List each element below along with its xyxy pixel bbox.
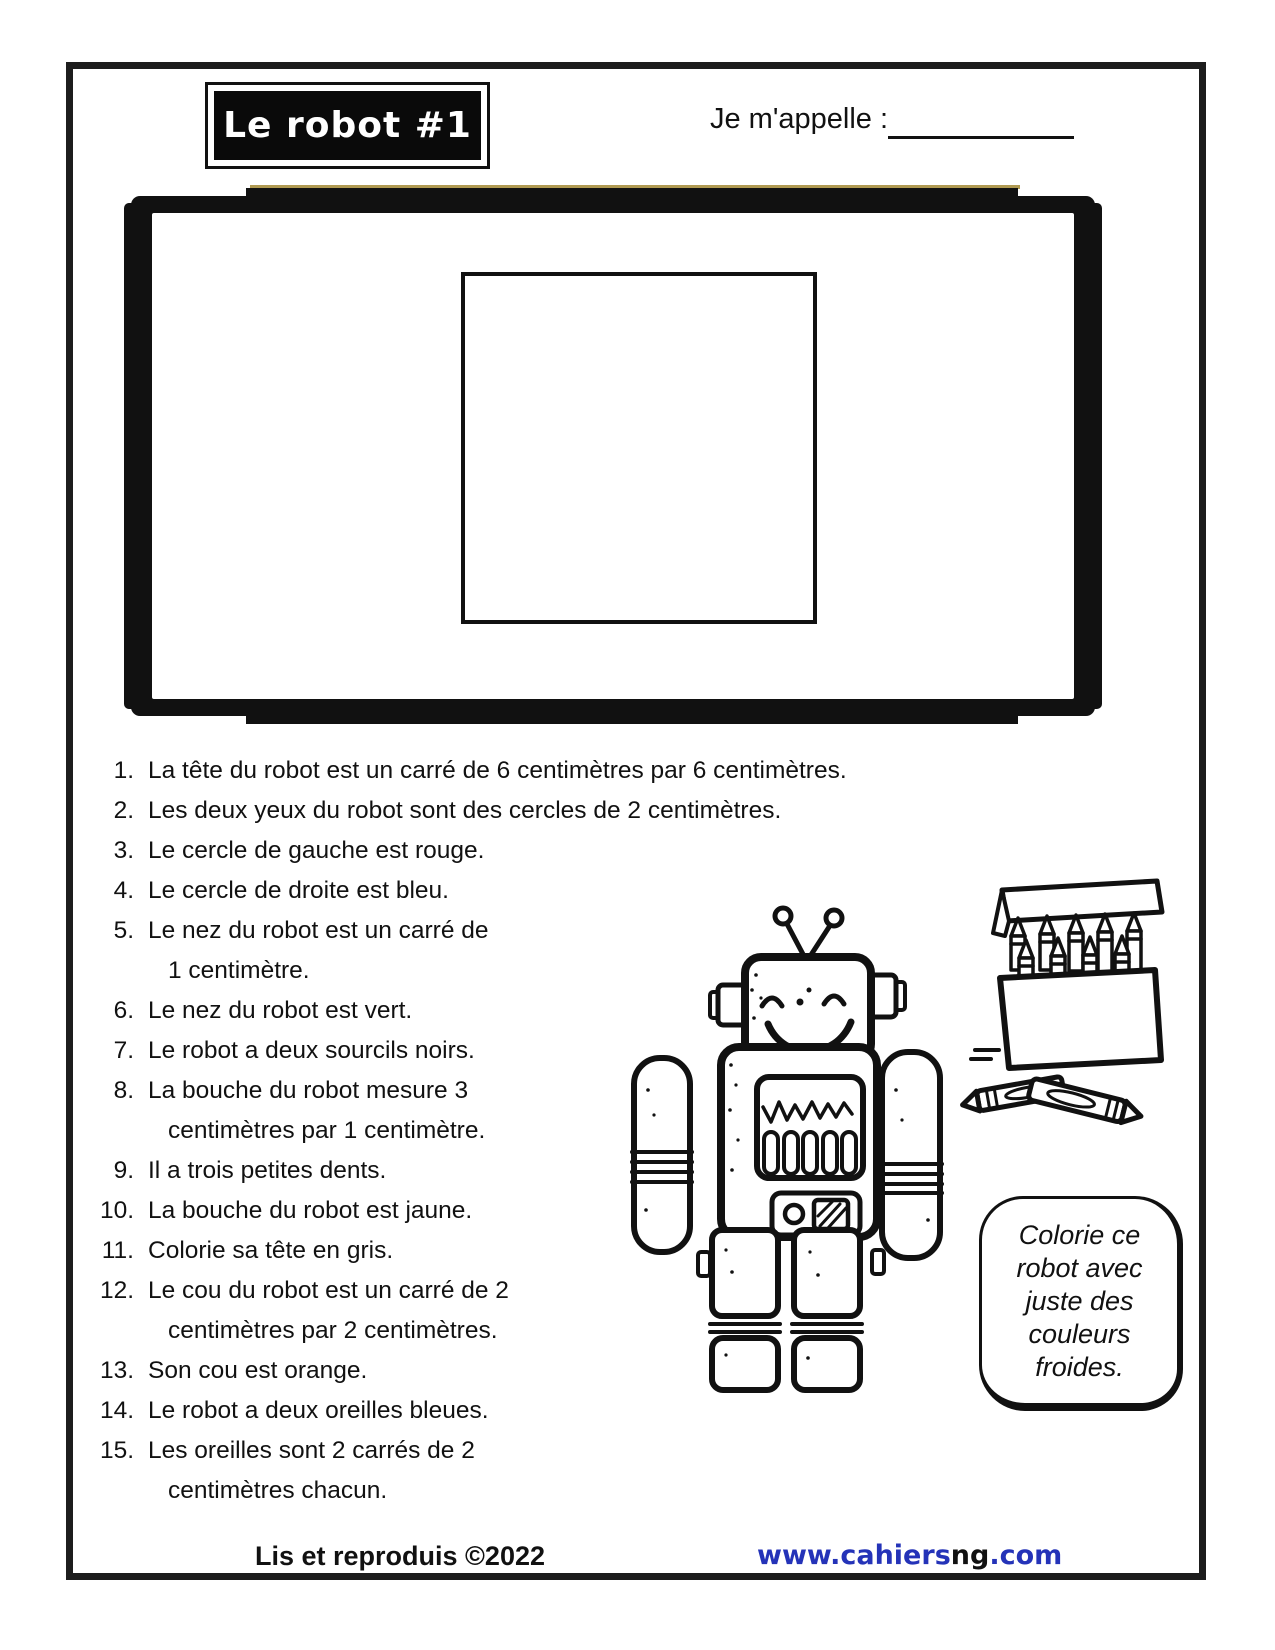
instruction-number: 9. [113,1157,134,1184]
drawing-frame-top-tab [246,188,1018,204]
instruction-text: Son cou est orange. [148,1357,368,1384]
footer-credit: Lis et reproduis ©2022 [255,1541,545,1571]
instruction-text: Le nez du robot est vert. [148,997,413,1024]
instruction-row [98,1394,1058,1434]
name-label: Je m'appelle : [710,103,889,135]
instruction-row [98,794,1058,834]
instruction-text: centimètres par 2 centimètres. [168,1317,498,1344]
title-box-inner [214,91,481,160]
instruction-number: 8. [113,1077,134,1104]
instruction-text: Les deux yeux du robot sont des cercles de 2 centimètres. [148,797,782,824]
instruction-text: Il a trois petites dents. [148,1157,387,1184]
instruction-number: 6. [113,997,134,1024]
instruction-text: Le robot a deux sourcils noirs. [148,1037,475,1064]
instruction-text: La bouche du robot est jaune. [148,1197,473,1224]
instruction-number: 10. [99,1197,134,1224]
footer-url-part1: www.cahiers [757,1540,951,1571]
instruction-text: La tête du robot est un carré de 6 centimètres par 6 centimètres. [148,757,847,784]
head-square [461,272,817,624]
instruction-number: 13. [99,1357,134,1384]
crayon-box-icon [945,878,1167,1140]
instruction-number: 15. [99,1437,134,1464]
robot-icon [628,900,950,1395]
instruction-row [98,1474,1058,1514]
footer-url-part2: ng [950,1540,990,1571]
instruction-number: 14. [99,1397,134,1424]
instruction-text: Colorie sa tête en gris. [148,1237,394,1264]
name-blank-line [888,136,1074,139]
instruction-number: 2. [113,797,134,824]
footer-url-part3: .com [989,1540,1063,1571]
instruction-number: 5. [113,917,134,944]
title-box [205,82,490,169]
instruction-text: centimètres par 1 centimètre. [168,1117,486,1144]
page-title: Le robot #1 [223,105,472,146]
instruction-text: Le cercle de droite est bleu. [148,877,449,904]
instruction-text: centimètres chacun. [168,1477,388,1504]
instruction-text: Le cercle de gauche est rouge. [148,837,485,864]
instruction-text: 1 centimètre. [168,957,310,984]
instruction-text: Les oreilles sont 2 carrés de 2 [148,1437,475,1464]
instruction-text: Le nez du robot est un carré de [148,917,489,944]
instruction-text: La bouche du robot mesure 3 [148,1077,469,1104]
instruction-text: Le robot a deux oreilles bleues. [148,1397,489,1424]
color-note-bubble [979,1196,1183,1411]
color-note-text: Colorie ce robot avec juste des couleurs froides. [1016,1219,1143,1382]
robot-illustration [628,900,950,1395]
instruction-text: Le cou du robot est un carré de 2 [148,1277,509,1304]
instruction-row [98,754,1058,794]
instruction-number: 1. [113,757,134,784]
instruction-row [98,1434,1058,1474]
instruction-number: 11. [101,1237,134,1264]
instruction-number: 4. [113,877,134,904]
instruction-number: 3. [113,837,134,864]
drawing-frame-bottom-tab [246,708,1018,724]
instruction-number: 12. [99,1277,134,1304]
footer-website-link[interactable] [757,1540,1062,1571]
crayon-box-illustration [945,878,1167,1140]
instruction-row [98,834,1058,874]
instruction-number: 7. [113,1037,134,1064]
